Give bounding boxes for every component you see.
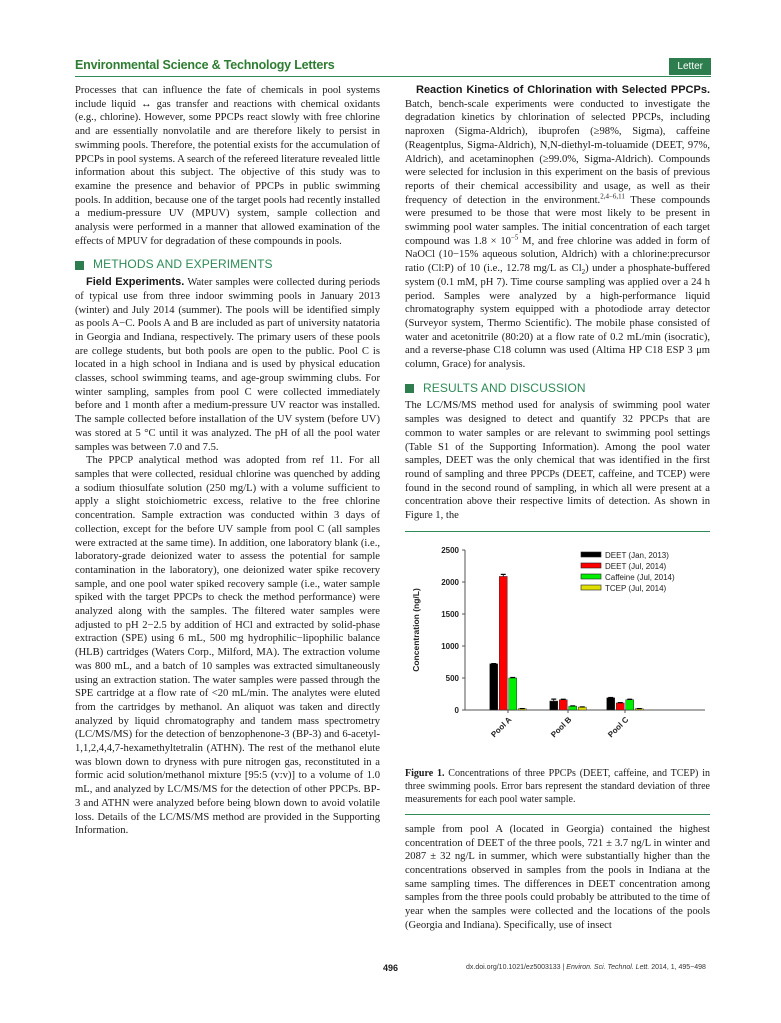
kinetics-text-2: These compounds were presumed to be those that were most likely to be present in swimming pool water samples. The initial concentration of each target compound was 1.8 × 10 bbox=[405, 194, 711, 247]
right-column bbox=[405, 84, 710, 932]
legend-label: DEET (Jul, 2014) bbox=[605, 561, 667, 571]
exponent: −5 bbox=[510, 233, 519, 242]
methods-heading-text: METHODS AND EXPERIMENTS bbox=[93, 257, 273, 272]
intro-paragraph: Processes that can influence the fate of chemicals in pool systems include liquid ↔ gas transfer and reactions with chemical oxidants (e.g., chlorine). However, some PPCPs react slowly with free chlorine and are essentially nonvolatile and are therefore likely to persist in swimming pools. Therefore, the potential exists for the accumulation of PPCPs in pool systems. A search of the refereed literature revealed little information about this subject. The objective of this study was to examine the presence and behavior of PPCPs in public swimming pools. In addition, because one of the target pools had recently installed a medium-pressure UV (MPUV) system, sample collection and analysis were performed in a manner that allowed examination of the effects of MPUV for degradation of these compounds in pools. bbox=[75, 85, 380, 247]
bar bbox=[559, 700, 567, 710]
left-column bbox=[75, 84, 380, 838]
bar bbox=[509, 678, 517, 710]
bar bbox=[578, 707, 586, 710]
bar bbox=[616, 703, 624, 710]
bar bbox=[550, 701, 558, 710]
x-tick-label: Pool C bbox=[606, 714, 631, 740]
figure-bottom-rule bbox=[405, 814, 710, 815]
bar bbox=[490, 664, 498, 710]
results-heading-text: RESULTS AND DISCUSSION bbox=[423, 380, 586, 395]
journal-header bbox=[75, 58, 711, 77]
methods-heading bbox=[75, 258, 380, 272]
page-number: 496 bbox=[383, 963, 399, 973]
bar bbox=[626, 700, 634, 710]
bar bbox=[607, 698, 615, 710]
kinetics-runin: Reaction Kinetics of Chlorination with Selected PPCPs. bbox=[416, 84, 710, 96]
results-paragraph: The LC/MS/MS method used for analysis of swimming pool water samples was designed to detect and quantify 32 PPCPs that are common to water samples or are relevant to swimming pool settings (Table S1 of the Supporting Information). Among the pool water samples, DEET was the only chemical that was identified in the first round of sampling and three PPCPs (DEET, caffeine, and TCEP) were found in the second round of sampling, in which all were present at a concentration above their respective limits of detection. As shown in Figure 1, the bbox=[405, 400, 710, 522]
analytical-method-paragraph: The PPCP analytical method was adopted from ref 11. For all samples that were collected, residual chlorine was quenched by adding a sodium thiosulfate solution (250 mg/L) with a volume sufficient to apply a slight stoichiometric excess, relative to the free chlorine concentration. Sample extraction was conducted within 3 days of collection, except for the before UV sample from pool C (all samples were extracted at the same time). In addition, one laboratory blank (i.e., laboratory-grade deionized water to assess the potential for sample contamination in the laboratory), one deionized water spike recovery sample, and one pool water spiked recovery sample (i.e., water sample spiked with the target PPCPs to check the method performance) were analyzed along with the samples. The filtered water samples were adjusted to pH 2−2.5 by addition of HCl and extracted by solid-phase extraction (SPE) using 6 mL, 500 mg hydrophilic−lipophilic balance (HLB) cartridges (Waters Corp., Milford, MA). The extraction volume was 800 mL, and a batch of 10 samples was extracted simultaneously using an extraction station. The water samples were passed through the SPE cartridge at a flow rate of <20 mL/min. The analytes were eluted from the cartridges by methanol. An aliquot was taken and directly analyzed by liquid chromatography and tandem mass spectrometry (LC/MS/MS) for the detection of benzophenone-3 (BP-3) and 6-acetyl-1,1,2,4,4,7-hexamethyltetralin (ATHN). The rest of the methanol elute was blown down to dryness with pure nitrogen gas, reconstituted in a formic acid solution/methanol mixture [95:5 (v:v)] to a volume of 1.0 mL, and analyzed by LC/MS/MS for the detection of other PPCPs. BP-3 and ATHN were analyzed before being blown down to avoid volatile loss. Details of the LC/MS/MS method are provided in the Supporting Information. bbox=[75, 455, 380, 837]
journal-citation: Environ. Sci. Technol. Lett. bbox=[566, 964, 650, 971]
article-type-badge: Letter bbox=[669, 58, 711, 75]
bar-chart bbox=[405, 540, 710, 765]
kinetics-text-1: Batch, bench-scale experiments were conducted to investigate the degradation kinetics by chlorination of selected PPCPs, including naproxen (Sigma-Aldrich), ibuprofen (≥98%, Sigma), caffeine (Reagentplus, Sigma-Aldrich), N,N-diethyl-m-toluamide (DEET, 97%, Aldrich), and acetaminophen (≥99.0%, Sigma-Aldrich). Compounds were selected for inclusion in this experiment on the basis of previous reports of their chemical accessibility and usage, as well as their frequency of detection in the environment. bbox=[405, 98, 710, 206]
y-tick-label: 2000 bbox=[441, 577, 459, 587]
subscript: 2 bbox=[581, 268, 586, 277]
legend-label: Caffeine (Jul, 2014) bbox=[605, 572, 675, 582]
legend-swatch bbox=[581, 563, 601, 568]
field-experiments-runin: Field Experiments. bbox=[86, 276, 185, 289]
y-axis-label: Concentration (ng/L) bbox=[411, 588, 421, 672]
figure-caption-label: Figure 1. bbox=[405, 767, 445, 779]
legend-swatch bbox=[581, 574, 601, 579]
figure-caption-text: Concentrations of three PPCPs (DEET, caffeine, and TCEP) in three swimming pools. Error bars represent the standard deviation of three measurements for each pool water sample. bbox=[405, 767, 710, 805]
bar bbox=[499, 576, 507, 710]
y-tick-label: 500 bbox=[445, 673, 459, 683]
figure-caption bbox=[405, 767, 710, 806]
legend-label: DEET (Jan, 2013) bbox=[605, 550, 669, 560]
legend-swatch bbox=[581, 552, 601, 557]
figure-top-rule bbox=[405, 531, 710, 532]
section-square-icon bbox=[405, 384, 414, 393]
bar bbox=[569, 706, 577, 710]
doi-link[interactable]: dx.doi.org/10.1021/ez5003133 | bbox=[466, 964, 567, 971]
kinetics-paragraph bbox=[405, 84, 710, 372]
y-tick-label: 1000 bbox=[441, 641, 459, 651]
x-tick-label: Pool A bbox=[489, 714, 514, 739]
citation-volume: 2014, 1, 495−498 bbox=[649, 964, 706, 971]
reference-citation[interactable]: 2,4−6,11 bbox=[600, 192, 625, 201]
field-experiments-paragraph bbox=[75, 276, 380, 454]
x-tick-label: Pool B bbox=[549, 714, 574, 740]
legend-swatch bbox=[581, 585, 601, 590]
kinetics-text-3: M, and free chlorine was added in form of NaOCl (10−15% aqueous solution, Aldrich) with a chlorine:precursor ratio (Cl:P) of 10 (i.e., 12.78 mg/L as Cl bbox=[405, 235, 711, 275]
continuation-paragraph: sample from pool A (located in Georgia) contained the highest concentration of DEET of the three pools, 721 ± 3.7 ng/L in winter and 2087 ± 32 ng/L in summer, which were substantially higher than the concentrations observed in samples from the pools in Indiana at the same sampling times. The differences in DEET concentration among samples from the three pools could probably be attributed to the time of year when the samples were collected and the locations of the pools (Georgia and Indiana). Specifically, use of insect bbox=[405, 823, 710, 931]
doi-citation bbox=[466, 964, 706, 971]
section-square-icon bbox=[75, 261, 84, 270]
journal-title: Environmental Science & Technology Letters bbox=[75, 58, 335, 72]
y-tick-label: 1500 bbox=[441, 609, 459, 619]
y-tick-label: 0 bbox=[454, 705, 459, 715]
kinetics-text-4: ) under a phosphate-buffered system (0.1 mM, pH 7). Time course sampling was applied over a 24 h period. Samples were analyzed by a high-performance liquid chromatography system equipped with a photodiode array detector (Surveyor system, Thermo Scientific). The mobile phase consisted of water and acetonitrile (80:20) at a flow rate of 0.2 mL/min (isocratic), and a reverse-phase C18 column was used (Altima HP C18 ESP 3 μm column, Grace) for analysis. bbox=[405, 263, 710, 371]
y-tick-label: 2500 bbox=[441, 545, 459, 555]
figure-1 bbox=[405, 540, 710, 765]
field-experiments-text: Water samples were collected during periods of typical use from three indoor swimming pools in January 2013 (winter) and July 2014 (summer). The pools will be identified simply as pools A−C. Pools A and B are included as part of university natatoria in Georgia and Indiana, respectively. The primary users of these pools are college students, but both pools are open to the public. Pool C is located in a high school in Indiana and is used by physical education classes, school swimming teams, and age-group swimming clubs. For winter sampling, samples from pool C were collected immediately before and 1 month after a medium-pressure UV reactor was installed. The sample collected before installation of the UV system (before UV) was stored at 5 °C until it was analyzed. The pH of all the pool water samples was between 7.0 and 7.5. bbox=[75, 277, 381, 453]
results-heading bbox=[405, 382, 710, 396]
legend-label: TCEP (Jul, 2014) bbox=[605, 583, 667, 593]
